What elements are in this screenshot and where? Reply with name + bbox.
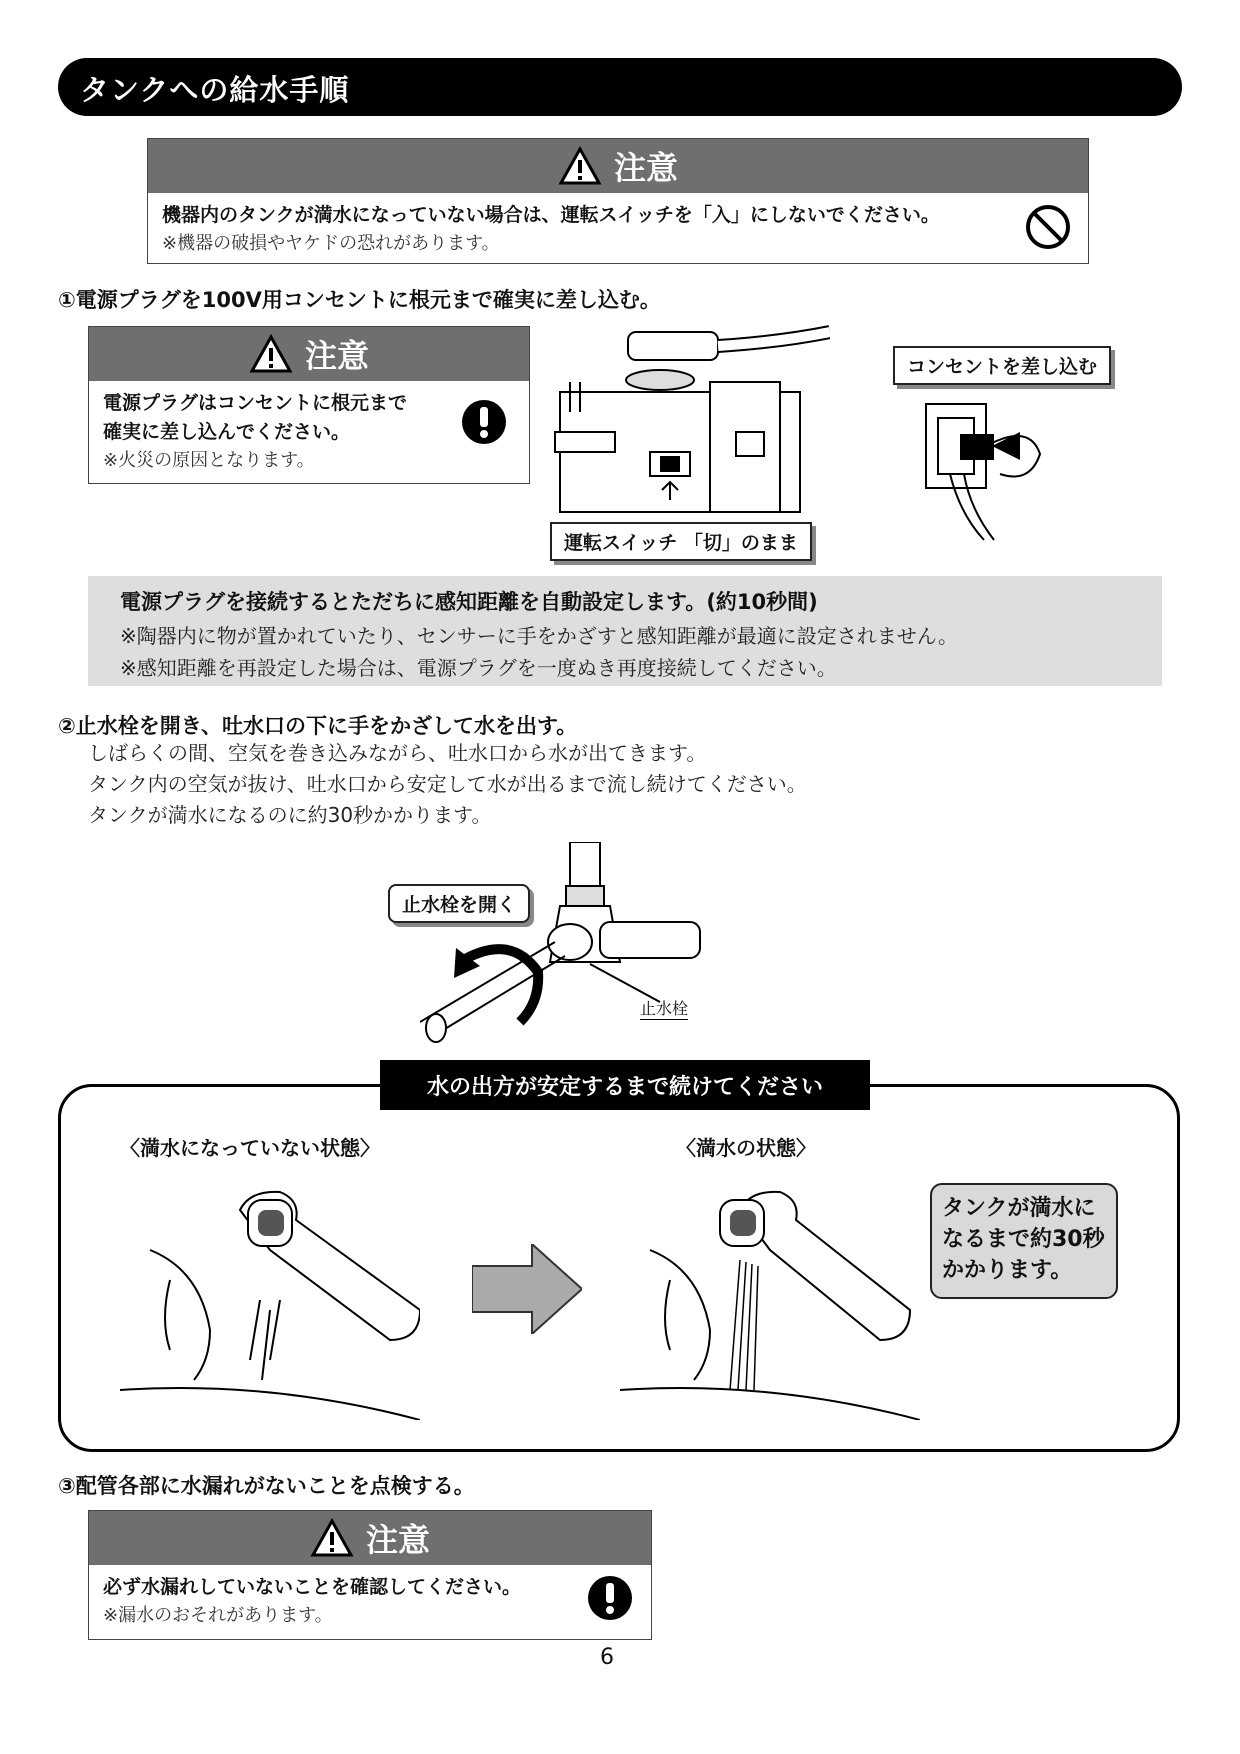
page-number: 6 — [600, 1645, 614, 1670]
section-title-bar — [58, 58, 1182, 116]
warning-icon — [310, 1518, 354, 1558]
state-before-label: 〈満水になっていない状態〉 — [120, 1136, 380, 1160]
fill-note-line-2: なるまで約30秒 — [942, 1227, 1105, 1252]
section-title: タンクへの給水手順 — [80, 73, 350, 107]
outlet-label: コンセントを差し込む — [893, 346, 1111, 385]
caution-header-label: 注意 — [365, 1521, 430, 1559]
open-valve-label: 止水栓を開く — [388, 884, 530, 923]
caution-main-text-1: 電源プラグはコンセントに根元まで — [103, 392, 408, 414]
faucet-after-illustration — [620, 1180, 920, 1420]
warning-icon — [249, 334, 293, 374]
caution-header-label: 注意 — [613, 149, 678, 187]
step-2-title: ②止水栓を開き、吐水口の下に手をかざして水を出す。 — [58, 714, 578, 738]
arrow-right-icon — [472, 1244, 582, 1334]
flow-title: 水の出方が安定するまで続けてください — [380, 1060, 870, 1110]
prohibition-icon — [1024, 203, 1072, 251]
mandatory-icon — [461, 399, 507, 445]
info-line-1: 電源プラグを接続するとただちに感知距離を自動設定します。(約10秒間) — [120, 590, 818, 614]
faucet-before-illustration — [120, 1180, 420, 1420]
caution-header — [89, 1511, 651, 1565]
fill-note — [930, 1183, 1118, 1299]
fill-note-line-1: タンクが満水に — [942, 1196, 1096, 1221]
device-illustration — [550, 322, 830, 522]
caution-main-text: 必ず水漏れしていないことを確認してください。 — [103, 1576, 522, 1598]
step-2-line-1: しばらくの間、空気を巻き込みながら、吐水口から水が出てきます。 — [88, 741, 707, 765]
step-2-line-2: タンク内の空気が抜け、吐水口から安定して水が出るまで流し続けてください。 — [88, 772, 807, 796]
info-line-3: ※感知距離を再設定した場合は、電源プラグを一度ぬき再度接続してください。 — [120, 656, 837, 680]
caution-box-3 — [88, 1510, 652, 1640]
caution-main-text: 機器内のタンクが満水になっていない場合は、運転スイッチを「入」にしないでください。 — [162, 204, 940, 226]
fill-note-line-3: かかります。 — [942, 1258, 1073, 1283]
valve-label: 止水栓 — [640, 996, 688, 1020]
mandatory-icon — [587, 1575, 633, 1621]
step-1-title: ①電源プラグを100V用コンセントに根元まで確実に差し込む。 — [58, 288, 661, 312]
step-2-line-3: タンクが満水になるのに約30秒かかります。 — [88, 803, 492, 827]
info-box — [88, 576, 1162, 686]
caution-note-text: ※火災の原因となります。 — [103, 450, 315, 471]
outlet-illustration — [920, 394, 1050, 544]
stop-valve-illustration — [420, 842, 720, 1052]
state-after-label: 〈満水の状態〉 — [676, 1136, 816, 1160]
caution-note-text: ※機器の破損やヤケドの恐れがあります。 — [162, 233, 500, 254]
caution-note-text: ※漏水のおそれがあります。 — [103, 1605, 333, 1626]
switch-label: 運転スイッチ 「切」のまま — [550, 522, 812, 561]
caution-header — [89, 327, 529, 381]
info-line-2: ※陶器内に物が置かれていたり、センサーに手をかざすと感知距離が最適に設定されません。 — [120, 624, 958, 648]
caution-box-2 — [88, 326, 530, 484]
warning-icon — [558, 146, 602, 186]
step-3-title: ③配管各部に水漏れがないことを点検する。 — [58, 1474, 475, 1498]
caution-header — [148, 139, 1088, 193]
caution-main-text-2: 確実に差し込んでください。 — [103, 421, 351, 443]
caution-header-label: 注意 — [304, 337, 369, 375]
caution-box-1 — [147, 138, 1089, 264]
